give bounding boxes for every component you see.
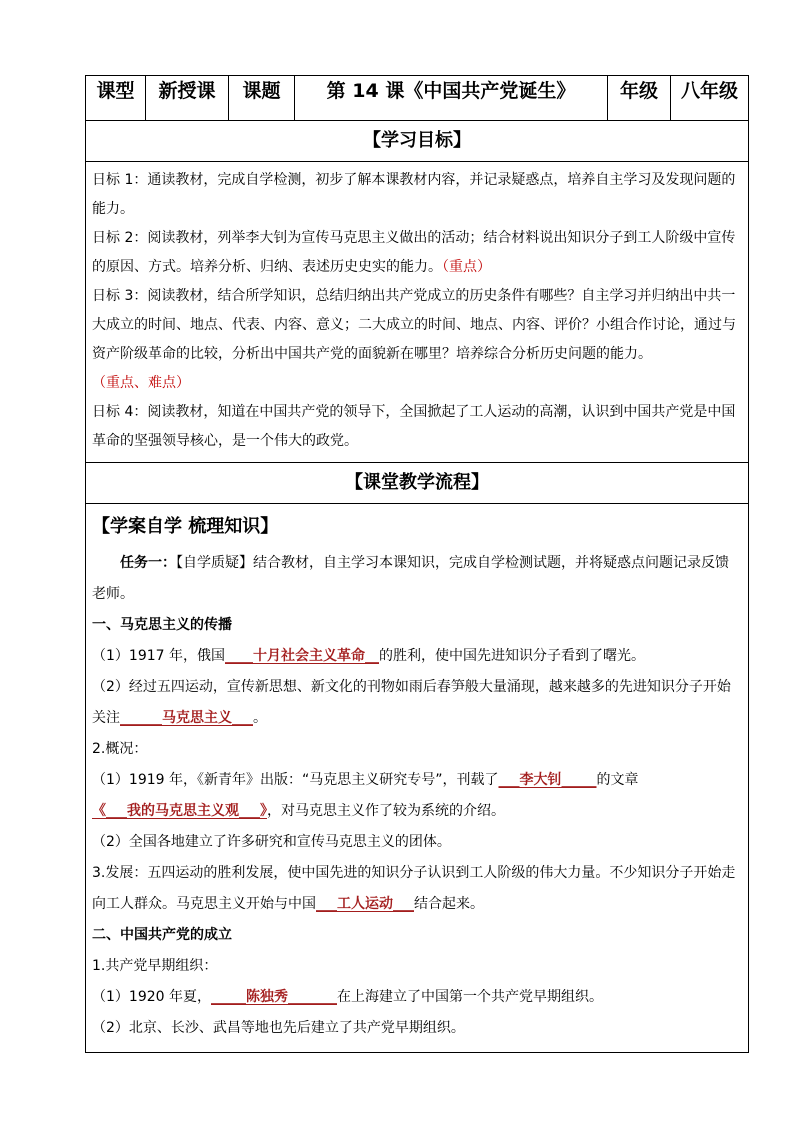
type-label: 课型 [86, 76, 146, 121]
self-study-title: 【学案自学 梳理知识】 [92, 516, 279, 537]
goal-3-tag: （重点、难点） [92, 375, 190, 391]
item-groups: （2）全国各地建立了许多研究和宣传马克思主义的团体。 [92, 834, 451, 850]
goal-1: 日标 1：通读教材，完成自学检测，初步了解本课教材内容，并记录疑惑点，培养自主学习及发现问题的能力。 [92, 172, 736, 217]
answer-blank: ____十月社会主义革命__ [225, 648, 379, 664]
topic-label: 课题 [229, 76, 295, 121]
item-1920: （1）1920 年夏，_____陈独秀_______在上海建立了中国第一个共产党早期组织。 [92, 989, 603, 1005]
header-row [86, 76, 749, 121]
goal-3: 日标 3：阅读教材，结合所学知识，总结归纳出共产党成立的历史条件有哪些？自主学习并归纳出中共一大成立的时间、地点、代表、内容、意义；二大成立的时间、地点、内容、评价？小组合作讨论，通过与资产阶级革命的比较，分析出中国共产党的面貌新在哪里？培养综合分析历史问题的能力。（重点、难点） [92, 288, 736, 391]
answer-blank: 《___我的马克思主义观___》 [92, 803, 267, 819]
task-one: 任务一：【自学质疑】结合教材，自主学习本课知识，完成自学检测试题，并将疑惑点问题记录反馈老师。 [92, 555, 729, 602]
lesson-plan-page [85, 75, 748, 1053]
item-article: 《___我的马克思主义观___》，对马克思主义作了较为系统的介绍。 [92, 803, 505, 819]
task-label: 任务一： [120, 555, 176, 571]
process-body [86, 504, 749, 1053]
objectives-title: 【学习目标】 [86, 121, 749, 162]
item-early-org: 1.共产党早期组织： [92, 958, 218, 974]
grade-value: 八年级 [671, 76, 749, 121]
answer-blank: _____陈独秀_______ [211, 989, 337, 1005]
answer-blank: ___李大钊_____ [498, 772, 597, 788]
item-1919: （1）1919 年，《新青年》出版：“马克思主义研究专号”，刊载了___李大钊_____的文章 [92, 772, 639, 788]
goal-2: 日标 2：阅读教材，列举李大钊为宣传马克思主义做出的活动；结合材料说出知识分子到工人阶级中宣传的原因、方式。培养分析、归纳、表述历史史实的能力。（重点） [92, 230, 736, 275]
goal-2-tag: （重点） [442, 259, 491, 275]
item-1917: （1）1917 年，俄国____十月社会主义革命__的胜利，使中国先进知识分子看到了曙光。 [92, 648, 645, 664]
topic-value: 第 14 课《中国共产党诞生》 [295, 76, 608, 121]
goal-4: 日标 4：阅读教材，知道在中国共产党的领导下，全国掀起了工人运动的高潮，认识到中国共产党是中国革命的坚强领导核心，是一个伟大的政党。 [92, 404, 736, 449]
objectives-body [86, 162, 749, 463]
item-may-fourth: （2）经过五四运动，宣传新思想、新文化的刊物如雨后春笋般大量涌现，越来越多的先进知识分子开始关注______马克思主义___。 [92, 679, 731, 726]
heading-party-founding: 二、中国共产党的成立 [92, 927, 232, 943]
process-title: 【课堂教学流程】 [86, 463, 749, 504]
lesson-plan-table [85, 75, 749, 1053]
item-overview: 2.概况： [92, 741, 148, 757]
answer-blank: ______马克思主义___ [120, 710, 253, 726]
item-development: 3.发展：五四运动的胜利发展，使中国先进的知识分子认识到工人阶级的伟大力量。不少知识分子开始走向工人群众。马克思主义开始与中国___工人运动___结合起来。 [92, 865, 736, 912]
grade-label: 年级 [608, 76, 671, 121]
type-value: 新授课 [146, 76, 229, 121]
answer-blank: ___工人运动___ [316, 896, 414, 912]
item-other-cities: （2）北京、长沙、武昌等地也先后建立了共产党早期组织。 [92, 1020, 465, 1036]
heading-marxism-spread: 一、马克思主义的传播 [92, 617, 232, 633]
